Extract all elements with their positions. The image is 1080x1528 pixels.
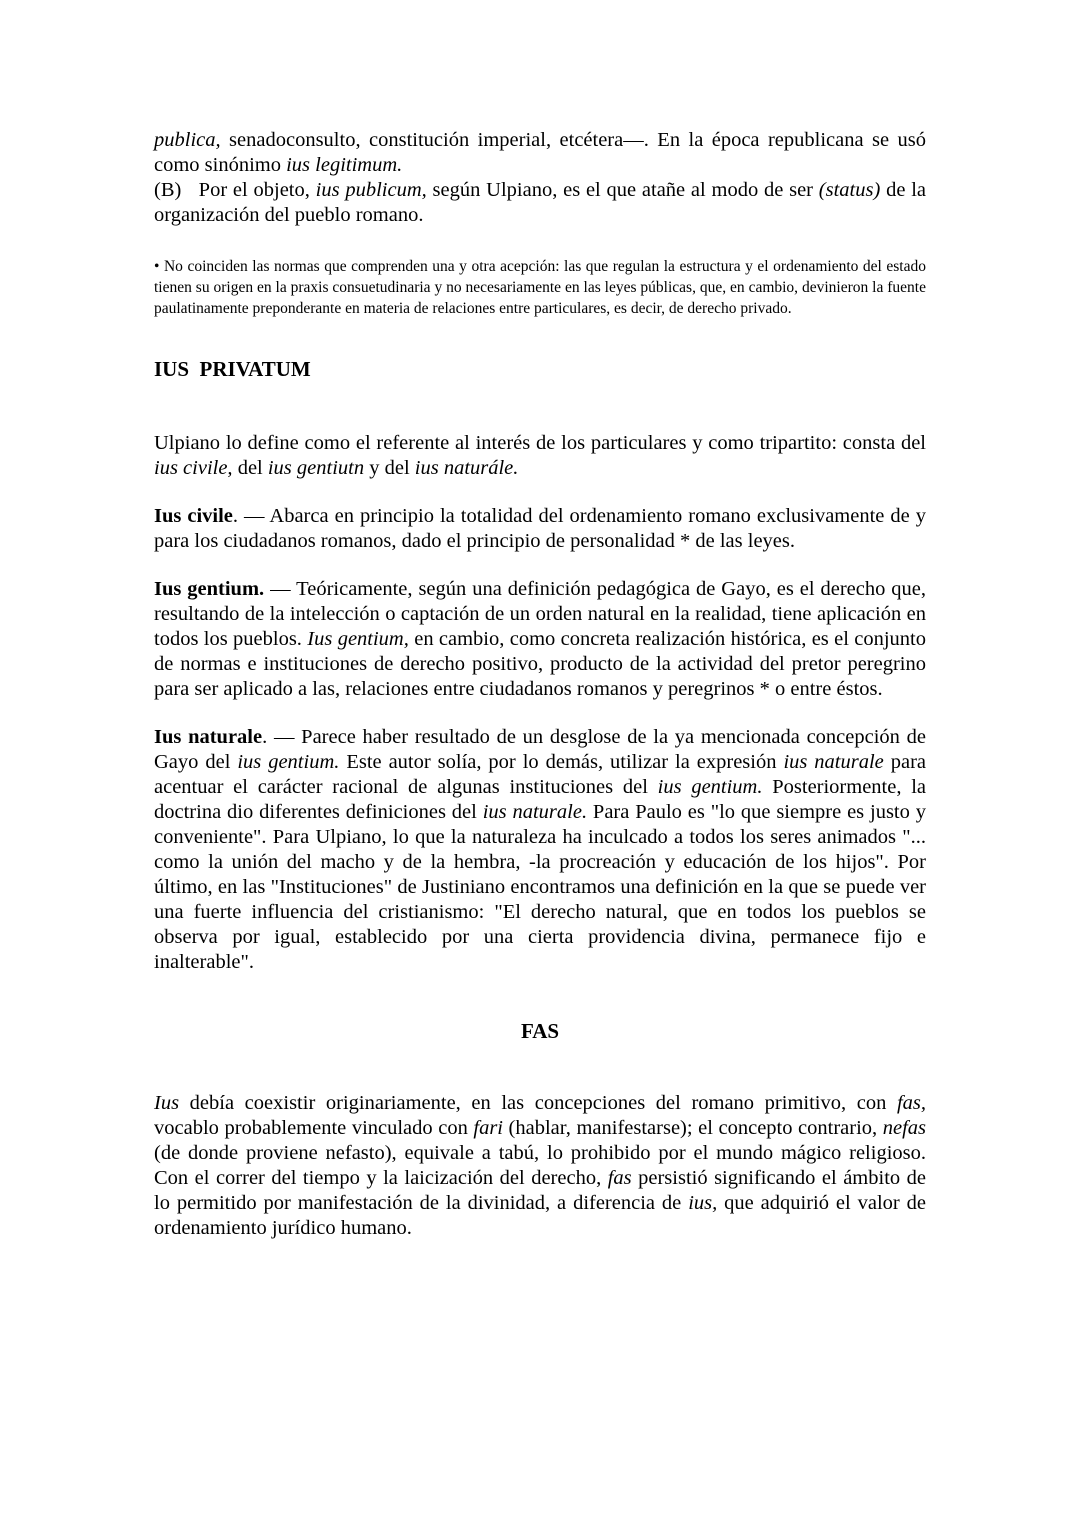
footnote: • No coinciden las normas que comprenden una y otra acepción: las que regulan la estructura y el ordenamiento del estado tienen su origen en la praxis consuetudinaria y no necesariamente en las leyes públicas, que, en cambio, devinieron la fuente paulatinamente preponderante en materia de relaciones entre particulares, es decir, de derecho privado. bbox=[154, 258, 926, 317]
text-run: Este autor solía, por lo demás, utilizar la expresión bbox=[339, 751, 784, 773]
paragraph-ulpiano bbox=[154, 431, 926, 481]
text-run: senadoconsulto, constitución imperial, etcétera—. En la época republicana se usó como sinónimo bbox=[154, 129, 926, 176]
italic-term: ius civile, bbox=[154, 457, 233, 479]
heading-ius-privatum: IUS PRIVATUM bbox=[154, 357, 311, 381]
text-run: de la organización del pueblo romano. bbox=[154, 179, 926, 226]
italic-term: ius publicum, bbox=[315, 179, 427, 201]
text-run: del bbox=[232, 457, 268, 479]
text-run: — Teóricamente, según una definición pedagógica de Gayo, es el derecho que, resultando de la intelección o captación de un orden natural en la realidad, tiene aplicación en todos los pueblos. bbox=[154, 578, 927, 650]
paragraph-ius-civile bbox=[154, 504, 926, 554]
text-run: que adquirió el valor de ordenamiento jurídico humano. bbox=[154, 1192, 926, 1239]
paragraph-ius-gentium bbox=[154, 577, 926, 702]
italic-term: ius naturale. bbox=[482, 801, 588, 823]
italic-term: Ius gentium, bbox=[307, 628, 409, 650]
italic-term: ius gentiutn bbox=[267, 457, 365, 479]
bold-term: Ius naturale bbox=[154, 726, 263, 748]
text-run: (B) Por el objeto, bbox=[154, 179, 316, 201]
text-run: . — Parece haber resultado de un desglose de la ya mencionada concepción de Gayo del bbox=[154, 726, 926, 773]
paragraph-fas bbox=[154, 1091, 926, 1241]
document-page bbox=[154, 128, 926, 1241]
text-run: Para Paulo es "lo que siempre es justo y conveniente". Para Ulpiano, lo que la naturaleza ha inculcado a todos los seres animados "... como la unión del macho y de la hembra, -la procreación y educación de los hijos". Por último, en las "Instituciones" de Justiniano encontramos una definición en la que se puede ver una fuerte influencia del cristianismo: "El derecho natural, que en todos los pueblos se observa por igual, establecido por una cierta providencia divina, permanece fijo e inalterable". bbox=[154, 801, 926, 973]
text-run: y del bbox=[364, 457, 415, 479]
bold-term: Ius civile bbox=[154, 505, 233, 527]
italic-term: publica, bbox=[154, 129, 221, 151]
text-run: para acentuar el carácter racional de algunas instituciones del bbox=[154, 751, 927, 798]
text-run: Posteriormente, la doctrina dio diferentes definiciones del bbox=[154, 776, 927, 823]
paragraph-ius-naturale bbox=[154, 725, 926, 975]
italic-term: ius naturale bbox=[783, 751, 884, 773]
italic-term: ius gentium. bbox=[657, 776, 763, 798]
text-run: en cambio, como concreta realización histórica, es el conjunto de normas e instituciones de derecho positivo, producto de la actividad del pretor peregrino para ser aplicado a las, relaciones entre ciudadanos romanos y peregrinos * o entre éstos. bbox=[154, 628, 926, 700]
italic-term: ius, bbox=[688, 1192, 718, 1214]
text-run: Ulpiano lo define como el referente al interés de los particulares y como tripartito: consta del bbox=[154, 432, 926, 454]
italic-term: ius legitimum. bbox=[286, 154, 403, 176]
text-run: . — Abarca en principio la totalidad del ordenamiento romano exclusivamente de y para los ciudadanos romanos, dado el principio de personalidad * de las leyes. bbox=[154, 505, 926, 552]
heading-fas: FAS bbox=[520, 1019, 560, 1043]
text-run: (de donde proviene nefasto), equivale a tabú, lo prohibido por el mundo mágico religioso. Con el correr del tiempo y la laicización del derecho, bbox=[154, 1142, 926, 1189]
paragraph-lex-publica bbox=[154, 128, 926, 178]
italic-term: Ius bbox=[154, 1092, 180, 1114]
italic-term: fas, bbox=[896, 1092, 926, 1114]
italic-term: (status) bbox=[818, 179, 881, 201]
paragraph-ius-publicum-object bbox=[154, 178, 926, 228]
italic-term: ius naturále. bbox=[414, 457, 519, 479]
text-run: según Ulpiano, es el que atañe al modo de ser bbox=[426, 179, 819, 201]
italic-term: fas bbox=[607, 1167, 632, 1189]
text-run: vocablo probablemente vinculado con bbox=[154, 1117, 474, 1139]
italic-term: nefas bbox=[882, 1117, 926, 1139]
text-run: debía coexistir originariamente, en las concepciones del romano primitivo, con bbox=[179, 1092, 897, 1114]
bold-term: Ius gentium. bbox=[154, 578, 265, 600]
text-run: (hablar, manifestarse); el concepto contrario, bbox=[503, 1117, 883, 1139]
italic-term: fari bbox=[473, 1117, 503, 1139]
text-run: persistió significando el ámbito de lo permitido por manifestación de la divinidad, a diferencia de bbox=[154, 1167, 926, 1214]
italic-term: ius gentium. bbox=[237, 751, 340, 773]
